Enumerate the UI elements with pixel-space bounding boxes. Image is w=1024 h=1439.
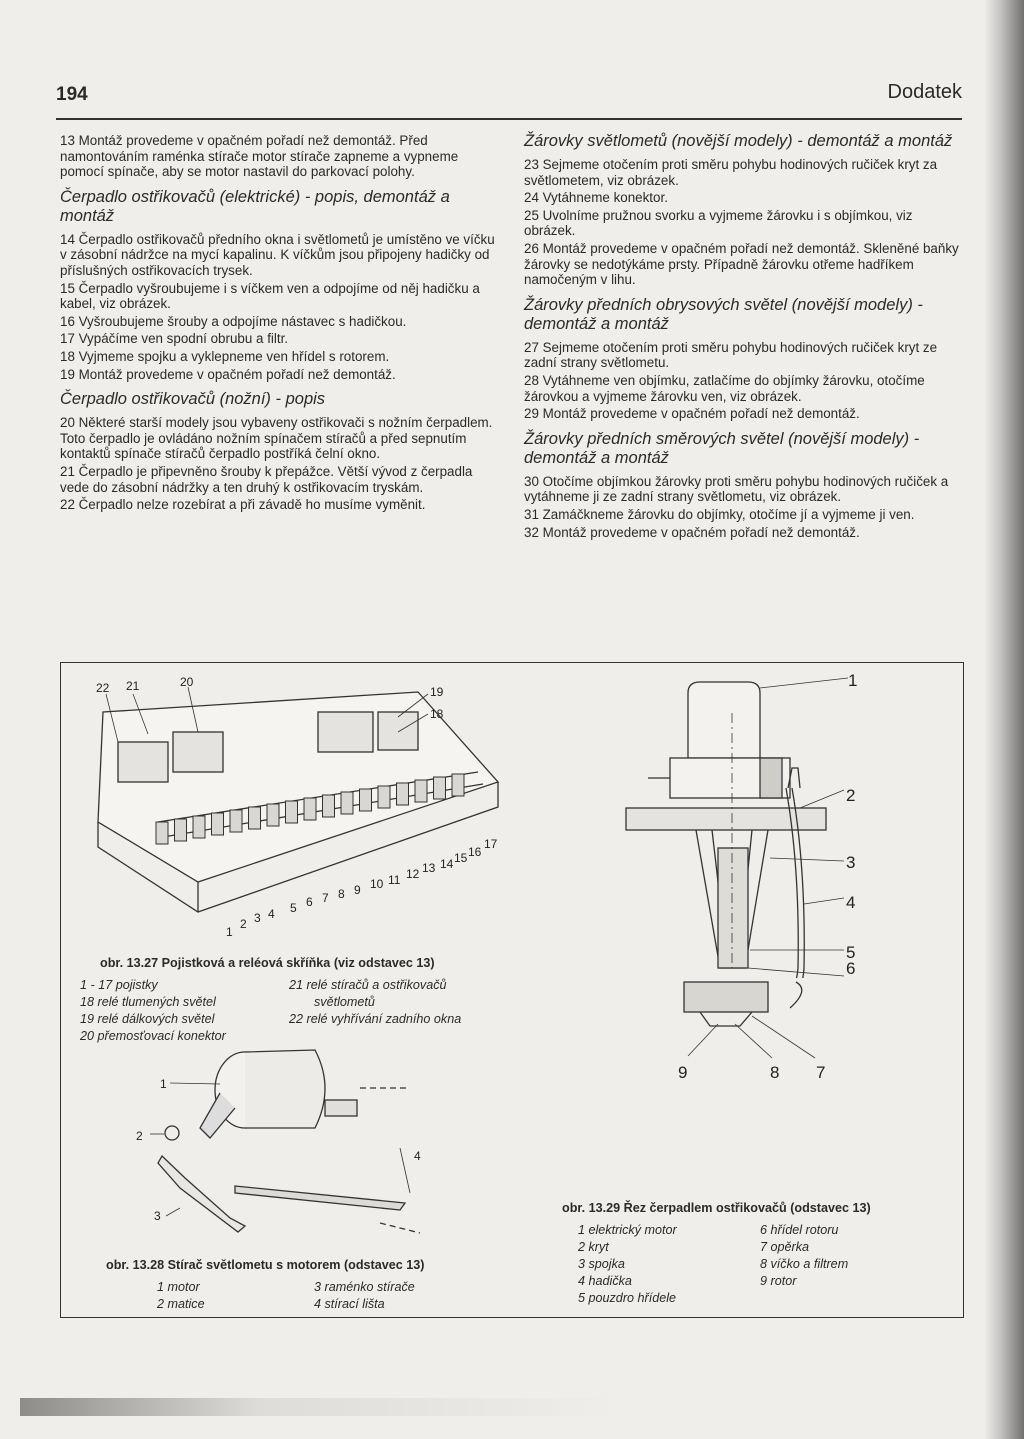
fuse-label-1: 1: [226, 925, 233, 939]
legend-item: 9 rotor: [760, 1274, 797, 1288]
headlight-wiper-illustration: [120, 1048, 500, 1248]
pump-label-4: 4: [846, 893, 856, 912]
right-column: [524, 132, 962, 542]
section-heading-foot-pump: Čerpadlo ostřikovačů (nožní) - popis: [60, 390, 326, 409]
fuse-label-19: 19: [430, 685, 444, 699]
fuse-12: [360, 789, 372, 811]
fuse-3: [193, 816, 205, 838]
figure-legend-13-28-right: [314, 1279, 415, 1313]
fuse-label-13: 13: [422, 861, 436, 875]
paragraph-16: 16 Vyšroubujeme šrouby a odpojíme nástavec s hadičkou.: [60, 313, 407, 329]
washer-pump-cross-section: [620, 668, 870, 978]
fuse-label-8: 8: [338, 887, 345, 901]
paragraph-23: 23 Sejmeme otočením proti směru pohybu hodinových ručiček kryt za světlometem, viz obrázek.: [524, 157, 938, 188]
figure-caption-13-27: obr. 13.27 Pojistková a reléová skříňka (viz odstavec 13): [100, 956, 435, 970]
legend-item: 4 hadička: [578, 1274, 632, 1288]
paragraph-27: 27 Sejmeme otočením proti směru pohybu hodinových ručiček kryt ze zadní strany světlometu.: [524, 339, 938, 371]
fuse-2: [175, 819, 187, 841]
pump-label-1: 1: [848, 671, 858, 690]
legend-item: 21 relé stíračů a ostřikovačů: [289, 978, 447, 992]
fuse-label-14: 14: [440, 857, 454, 871]
fuse-13: [378, 786, 390, 808]
legend-item: 3 spojka: [578, 1257, 625, 1271]
paragraph-28: 28 Vytáhneme ven objímku, zatlačíme do objímky žárovku, otočíme žárovkou a vyjmeme žárovku ven, viz obrázek.: [524, 372, 925, 404]
page-number: 194: [56, 84, 88, 105]
legend-item: 2 kryt: [578, 1240, 609, 1254]
wiper-label-3: 3: [154, 1209, 161, 1223]
paragraph-21: 21 Čerpadlo je připevněno šrouby k přepážce. Větší vývod z čerpadla vede do zásobní nádržky a ten druhý k ostřikovacím tryskám.: [60, 463, 473, 495]
fuse-label-10: 10: [370, 877, 384, 891]
fuse-label-22: 22: [96, 681, 110, 695]
figure-caption-13-28: obr. 13.28 Stírač světlometu s motorem (odstavec 13): [106, 1258, 425, 1272]
fuse-label-20: 20: [180, 675, 194, 689]
fuse-label-18: 18: [430, 707, 444, 721]
fuse-label-3: 3: [254, 911, 261, 925]
chapter-title: Dodatek: [887, 81, 962, 103]
paragraph-22: 22 Čerpadlo nelze rozebírat a při závadě ho musíme vyměnit.: [60, 497, 426, 513]
pump-label-3: 3: [846, 853, 856, 872]
paragraph-26: 26 Montáž provedeme v opačném pořadí než demontáž. Skleněné baňky žárovky se nedotýkáme prsty. Případně žárovku otřeme hadříkem namočeným v lihu.: [524, 240, 959, 288]
pump-label-7: 7: [816, 1063, 826, 1082]
fuse-label-15: 15: [454, 851, 468, 865]
fuse-11: [341, 792, 353, 814]
legend-item: 7 opěrka: [760, 1240, 810, 1254]
paragraph-29: 29 Montáž provedeme v opačném pořadí než demontáž.: [524, 406, 860, 422]
paragraph-24: 24 Vytáhneme konektor.: [524, 190, 668, 206]
paragraph-15: 15 Čerpadlo vyšroubujeme i s víčkem ven a odpojíme od něj hadičku a kabel, viz obrázek.: [60, 280, 480, 312]
fuse-label-16: 16: [468, 845, 482, 859]
fuse-label-6: 6: [306, 895, 313, 909]
wiper-label-2: 2: [136, 1129, 143, 1143]
fuse-label-4: 4: [268, 907, 275, 921]
paragraph-19: 19 Montáž provedeme v opačném pořadí než demontáž.: [60, 366, 396, 382]
pump-label-9: 9: [678, 1063, 688, 1082]
paragraph-32: 32 Montáž provedeme v opačném pořadí než demontáž.: [524, 524, 860, 540]
fuse-label-7: 7: [322, 891, 329, 905]
legend-item: světlometů: [314, 995, 375, 1009]
header-rule: [56, 118, 962, 120]
pump-label-6: 6: [846, 959, 856, 978]
fuse-label-21: 21: [126, 679, 140, 693]
fuse-label-12: 12: [406, 867, 420, 881]
legend-item: 1 elektrický motor: [578, 1223, 677, 1237]
legend-item: 19 relé dálkových světel: [80, 1012, 215, 1026]
paragraph-31: 31 Zamáčkneme žárovku do objímky, otočíme jí a vyjmeme ji ven.: [524, 506, 915, 522]
legend-item: 3 raménko stírače: [314, 1280, 415, 1294]
section-heading-electric-pump: Čerpadlo ostřikovačů (elektrické) - popis, demontáž a montáž: [60, 187, 450, 225]
legend-item: 5 pouzdro hřídele: [578, 1291, 677, 1305]
paragraph-30: 30 Otočíme objímkou žárovky proti směru pohybu hodinových ručiček a vytáhneme ji ze zadní strany světlometu, viz obrázek.: [524, 473, 949, 505]
fuse-box-illustration: [78, 672, 508, 952]
figure-legend-13-28-left: [157, 1279, 205, 1313]
paragraph-17: 17 Vypáčíme ven spodní obrubu a filtr.: [60, 331, 289, 347]
fuse-6: [249, 807, 261, 829]
left-column: [60, 133, 496, 515]
fuse-1: [156, 822, 168, 844]
figure-legend-13-29-right: [760, 1222, 848, 1290]
fuse-4: [212, 813, 224, 835]
legend-item: 6 hřídel rotoru: [760, 1223, 839, 1237]
paragraph-18: 18 Vyjmeme spojku a vyklepneme ven hřídel s rotorem.: [60, 348, 390, 364]
legend-item: 8 víčko a filtrem: [760, 1257, 849, 1271]
scan-smudge: [20, 1398, 620, 1416]
legend-item: 20 přemosťovací konektor: [80, 1029, 226, 1043]
section-heading-indicator-bulbs: Žárovky předních směrových světel (novější modely) - demontáž a montáž: [524, 429, 920, 467]
legend-item: 4 stírací lišta: [314, 1297, 385, 1311]
fuse-10: [323, 795, 335, 817]
fuse-label-2: 2: [240, 917, 247, 931]
paragraph-13: 13 Montáž provedeme v opačném pořadí než demontáž. Před namontováním raménka stírače motor stírače zapneme a vypneme pomocí spínače, aby se motor nastavil do parkovací polohy.: [60, 133, 459, 180]
paragraph-14: 14 Čerpadlo ostřikovačů předního okna i světlometů je umístěno ve víčku v zásobní nádržce na mycí kapalinu. K víčkům jsou připojeny hadičky od příslušných ostřikovacích trysek.: [60, 231, 495, 278]
fuse-label-9: 9: [354, 883, 361, 897]
fuse-14: [397, 783, 409, 805]
figure-caption-13-29: obr. 13.29 Řez čerpadlem ostřikovačů (odstavec 13): [562, 1201, 871, 1215]
legend-item: 1 - 17 pojistky: [80, 978, 158, 992]
fuse-16: [434, 777, 446, 799]
pump-label-5: 5: [846, 943, 856, 962]
legend-item: 22 relé vyhřívání zadního okna: [289, 1012, 462, 1026]
fuse-15: [415, 780, 427, 802]
wiper-label-1: 1: [160, 1077, 167, 1091]
fuse-9: [304, 798, 316, 820]
legend-item: 1 motor: [157, 1280, 200, 1294]
paragraph-25: 25 Uvolníme pružnou svorku a vyjmeme žárovku i s objímkou, viz obrázek.: [524, 207, 913, 239]
washer-pump-base-illustration: [640, 980, 870, 1180]
fuse-7: [267, 804, 279, 826]
figure-legend-13-27-right: [289, 977, 461, 1028]
page-edge-shadow: [984, 0, 1024, 1439]
fuse-label-5: 5: [290, 901, 297, 915]
fuse-label-17: 17: [484, 837, 498, 851]
paragraph-20: 20 Některé starší modely jsou vybaveny ostřikovači s nožním čerpadlem. Toto čerpadlo je ovládáno nožním spínačem stíračů a před sepnutím kontaktů spínače stíračů čerpadlo postříká čelní okno.: [60, 415, 493, 462]
section-heading-sidelight-bulbs: Žárovky předních obrysových světel (novější modely) - demontáž a montáž: [524, 295, 923, 333]
figure-legend-13-27-left: [80, 977, 226, 1045]
fuse-8: [286, 801, 298, 823]
figure-legend-13-29-left: [578, 1222, 677, 1307]
pump-label-8: 8: [770, 1063, 780, 1082]
pump-label-2: 2: [846, 786, 856, 805]
legend-item: 2 matice: [157, 1297, 205, 1311]
legend-item: 18 relé tlumených světel: [80, 995, 216, 1009]
fuse-17: [452, 774, 464, 796]
wiper-label-4: 4: [414, 1149, 421, 1163]
fuse-5: [230, 810, 242, 832]
section-heading-headlight-bulbs: Žárovky světlometů (novější modely) - demontáž a montáž: [524, 132, 953, 150]
fuse-label-11: 11: [388, 873, 401, 887]
